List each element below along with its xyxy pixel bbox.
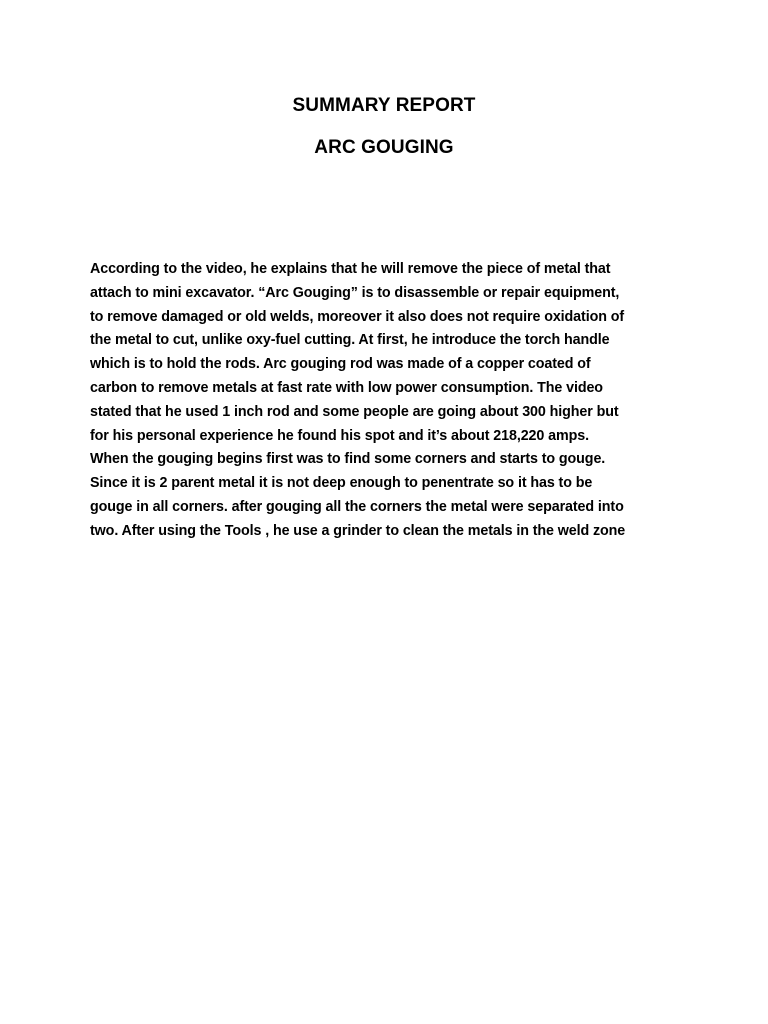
paragraph-line: attach to mini excavator. “Arc Gouging” is to disassemble or repair equipment, — [90, 284, 620, 301]
summary-paragraph — [90, 258, 690, 544]
paragraph-line: which is to hold the rods. Arc gouging rod was made of a copper coated of — [90, 356, 591, 373]
paragraph-line: carbon to remove metals at fast rate with low power consumption. The video — [90, 379, 603, 396]
paragraph-line: two. After using the Tools , he use a grinder to clean the metals in the weld zone — [90, 522, 626, 539]
report-title: SUMMARY REPORT — [292, 95, 476, 116]
report-subtitle: ARC GOUGING — [314, 137, 454, 158]
paragraph-line: gouge in all corners. after gouging all the corners the metal were separated into — [90, 498, 624, 515]
paragraph-line: the metal to cut, unlike oxy-fuel cutting. At first, he introduce the torch handle — [90, 332, 610, 349]
paragraph-line: When the gouging begins first was to find some corners and starts to gouge. — [90, 451, 606, 468]
paragraph-line: for his personal experience he found his spot and it’s about 218,220 amps. — [90, 427, 589, 444]
paragraph-line: According to the video, he explains that he will remove the piece of metal that — [90, 261, 611, 277]
paragraph-line: to remove damaged or old welds, moreover it also does not require oxidation of — [90, 308, 624, 325]
paragraph-line: Since it is 2 parent metal it is not deep enough to penentrate so it has to be — [90, 475, 593, 492]
paragraph-line: stated that he used 1 inch rod and some people are going about 300 higher but — [90, 403, 619, 420]
